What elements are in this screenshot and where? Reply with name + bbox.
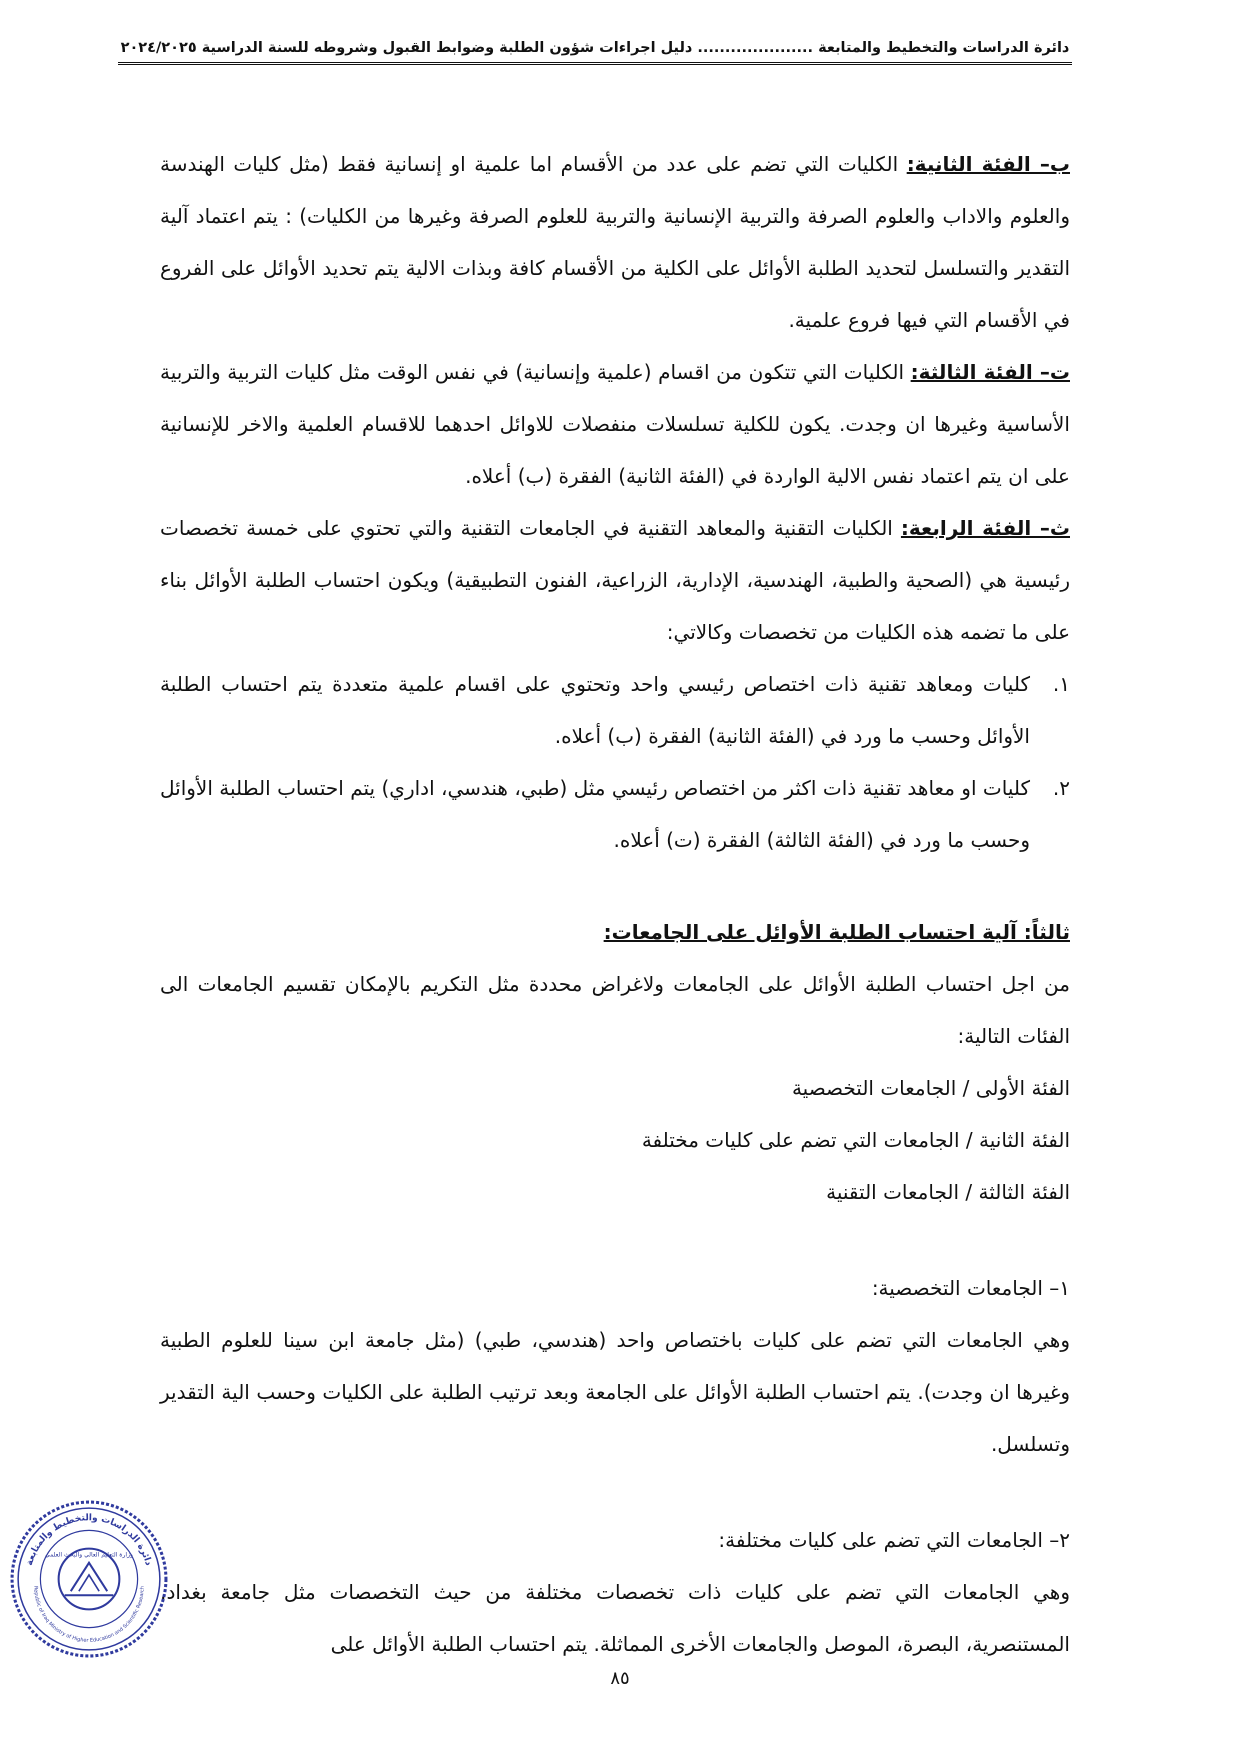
subsection-2-text: وهي الجامعات التي تضم على كليات ذات تخصصات مختلفة من حيث التخصصات مثل جامعة بغداد، المستنصرية، البصرة، الموصل والجامعات الأخرى المماثلة. يتم احتساب الطلبة الأوائل على bbox=[160, 1580, 1070, 1656]
category-th-label: ث– الفئة الرابعة: bbox=[900, 516, 1070, 540]
section-3-title: ثالثاً: آلية احتساب الطلبة الأوائل على الجامعات: bbox=[603, 920, 1070, 944]
item-number: ١. bbox=[1052, 672, 1070, 696]
category-line: الفئة الأولى / الجامعات التخصصية bbox=[791, 1076, 1070, 1100]
paragraph-category-t bbox=[160, 346, 1070, 502]
official-seal-stamp bbox=[8, 1498, 170, 1660]
category-th-text: الكليات التقنية والمعاهد التقنية في الجامعات التقنية والتي تحتوي على خمسة تخصصات رئيسية هي (الصحية والطبية، الهندسية، الإدارية، الزراعية، الفنون التطبيقية) ويكون احتساب الطلبة الأوائل بناء على ما تضمه هذه الكليات من تخصصات وكالاتي: bbox=[160, 516, 1070, 644]
category-b-text: الكليات التي تضم على عدد من الأقسام اما علمية او إنسانية فقط (مثل كليات الهندسة والعلوم والاداب والعلوم الصرفة والتربية الإنسانية والتربية للعلوم الصرفة وغيرها من الكليات) : يتم اعتماد آلية التقدير والتسلسل لتحديد الطلبة الأوائل على الكلية من الأقسام كافة وبذات الالية يتم تحديد الأوائل على الفروع في الأقسام التي فيها فروع علمية. bbox=[160, 152, 1070, 332]
category-t-text: الكليات التي تتكون من اقسام (علمية وإنسانية) في نفس الوقت مثل كليات التربية والتربية الأساسية وغيرها ان وجدت. يكون للكلية تسلسلات منفصلات للاوائل احدهما للاقسام العلمية والاخر للإنسانية على ان يتم اعتماد نفس الالية الواردة في (الفئة الثانية) الفقرة (ب) أعلاه. bbox=[160, 360, 1070, 488]
subsection-1-text: وهي الجامعات التي تضم على كليات باختصاص واحد (هندسي، طبي) (مثل جامعة ابن سينا للعلوم الطبية وغيرها ان وجدت). يتم احتساب الطلبة الأوائل على الجامعة وبعد ترتيب الطلبة على الكليات وحسب الية التقدير وتسلسل. bbox=[160, 1328, 1070, 1456]
page-number: ٨٥ bbox=[610, 1668, 630, 1689]
category-t-label: ت– الفئة الثالثة: bbox=[910, 360, 1070, 384]
page-header: دائرة الدراسات والتخطيط والمتابعة ..................... دليل اجراءات شؤون الطلبة وضوابط القبول وشروطه للسنة الدراسية ٢٠٢٤/٢٠٢٥ bbox=[118, 40, 1072, 65]
seal-top-text: دائرة الدراسات والتخطيط والمتابعة bbox=[24, 1513, 154, 1567]
numbered-item bbox=[160, 762, 1070, 866]
subsection-2-heading: ٢– الجامعات التي تضم على كليات مختلفة: bbox=[718, 1528, 1070, 1552]
category-line: الفئة الثانية / الجامعات التي تضم على كليات مختلفة bbox=[641, 1128, 1070, 1152]
item-text: كليات ومعاهد تقنية ذات اختصاص رئيسي واحد وتحتوي على اقسام علمية متعددة يتم احتساب الطلبة الأوائل وحسب ما ورد في (الفئة الثانية) الفقرة (ب) أعلاه. bbox=[160, 672, 1030, 748]
category-b-label: ب– الفئة الثانية: bbox=[906, 152, 1070, 176]
document-body bbox=[160, 138, 1070, 1670]
seal-middle-text: وزارة التعليم العالي والبحث العلمي bbox=[45, 1551, 133, 1559]
seal-bottom-text: Republic of Iraq Ministry of Higher Education and Scientific Research bbox=[32, 1585, 146, 1644]
item-number: ٢. bbox=[1052, 776, 1070, 800]
section-3-intro: من اجل احتساب الطلبة الأوائل على الجامعات ولاغراض محددة مثل التكريم بالإمكان تقسيم الجامعات الى الفئات التالية: bbox=[160, 972, 1070, 1048]
numbered-item bbox=[160, 658, 1070, 762]
paragraph-category-th bbox=[160, 502, 1070, 658]
subsection-1-heading: ١– الجامعات التخصصية: bbox=[871, 1276, 1070, 1300]
paragraph-category-b bbox=[160, 138, 1070, 346]
item-text: كليات او معاهد تقنية ذات اكثر من اختصاص رئيسي مثل (طبي، هندسي، اداري) يتم احتساب الطلبة الأوائل وحسب ما ورد في (الفئة الثالثة) الفقرة (ت) أعلاه. bbox=[160, 776, 1030, 852]
category-line: الفئة الثالثة / الجامعات التقنية bbox=[826, 1180, 1070, 1204]
